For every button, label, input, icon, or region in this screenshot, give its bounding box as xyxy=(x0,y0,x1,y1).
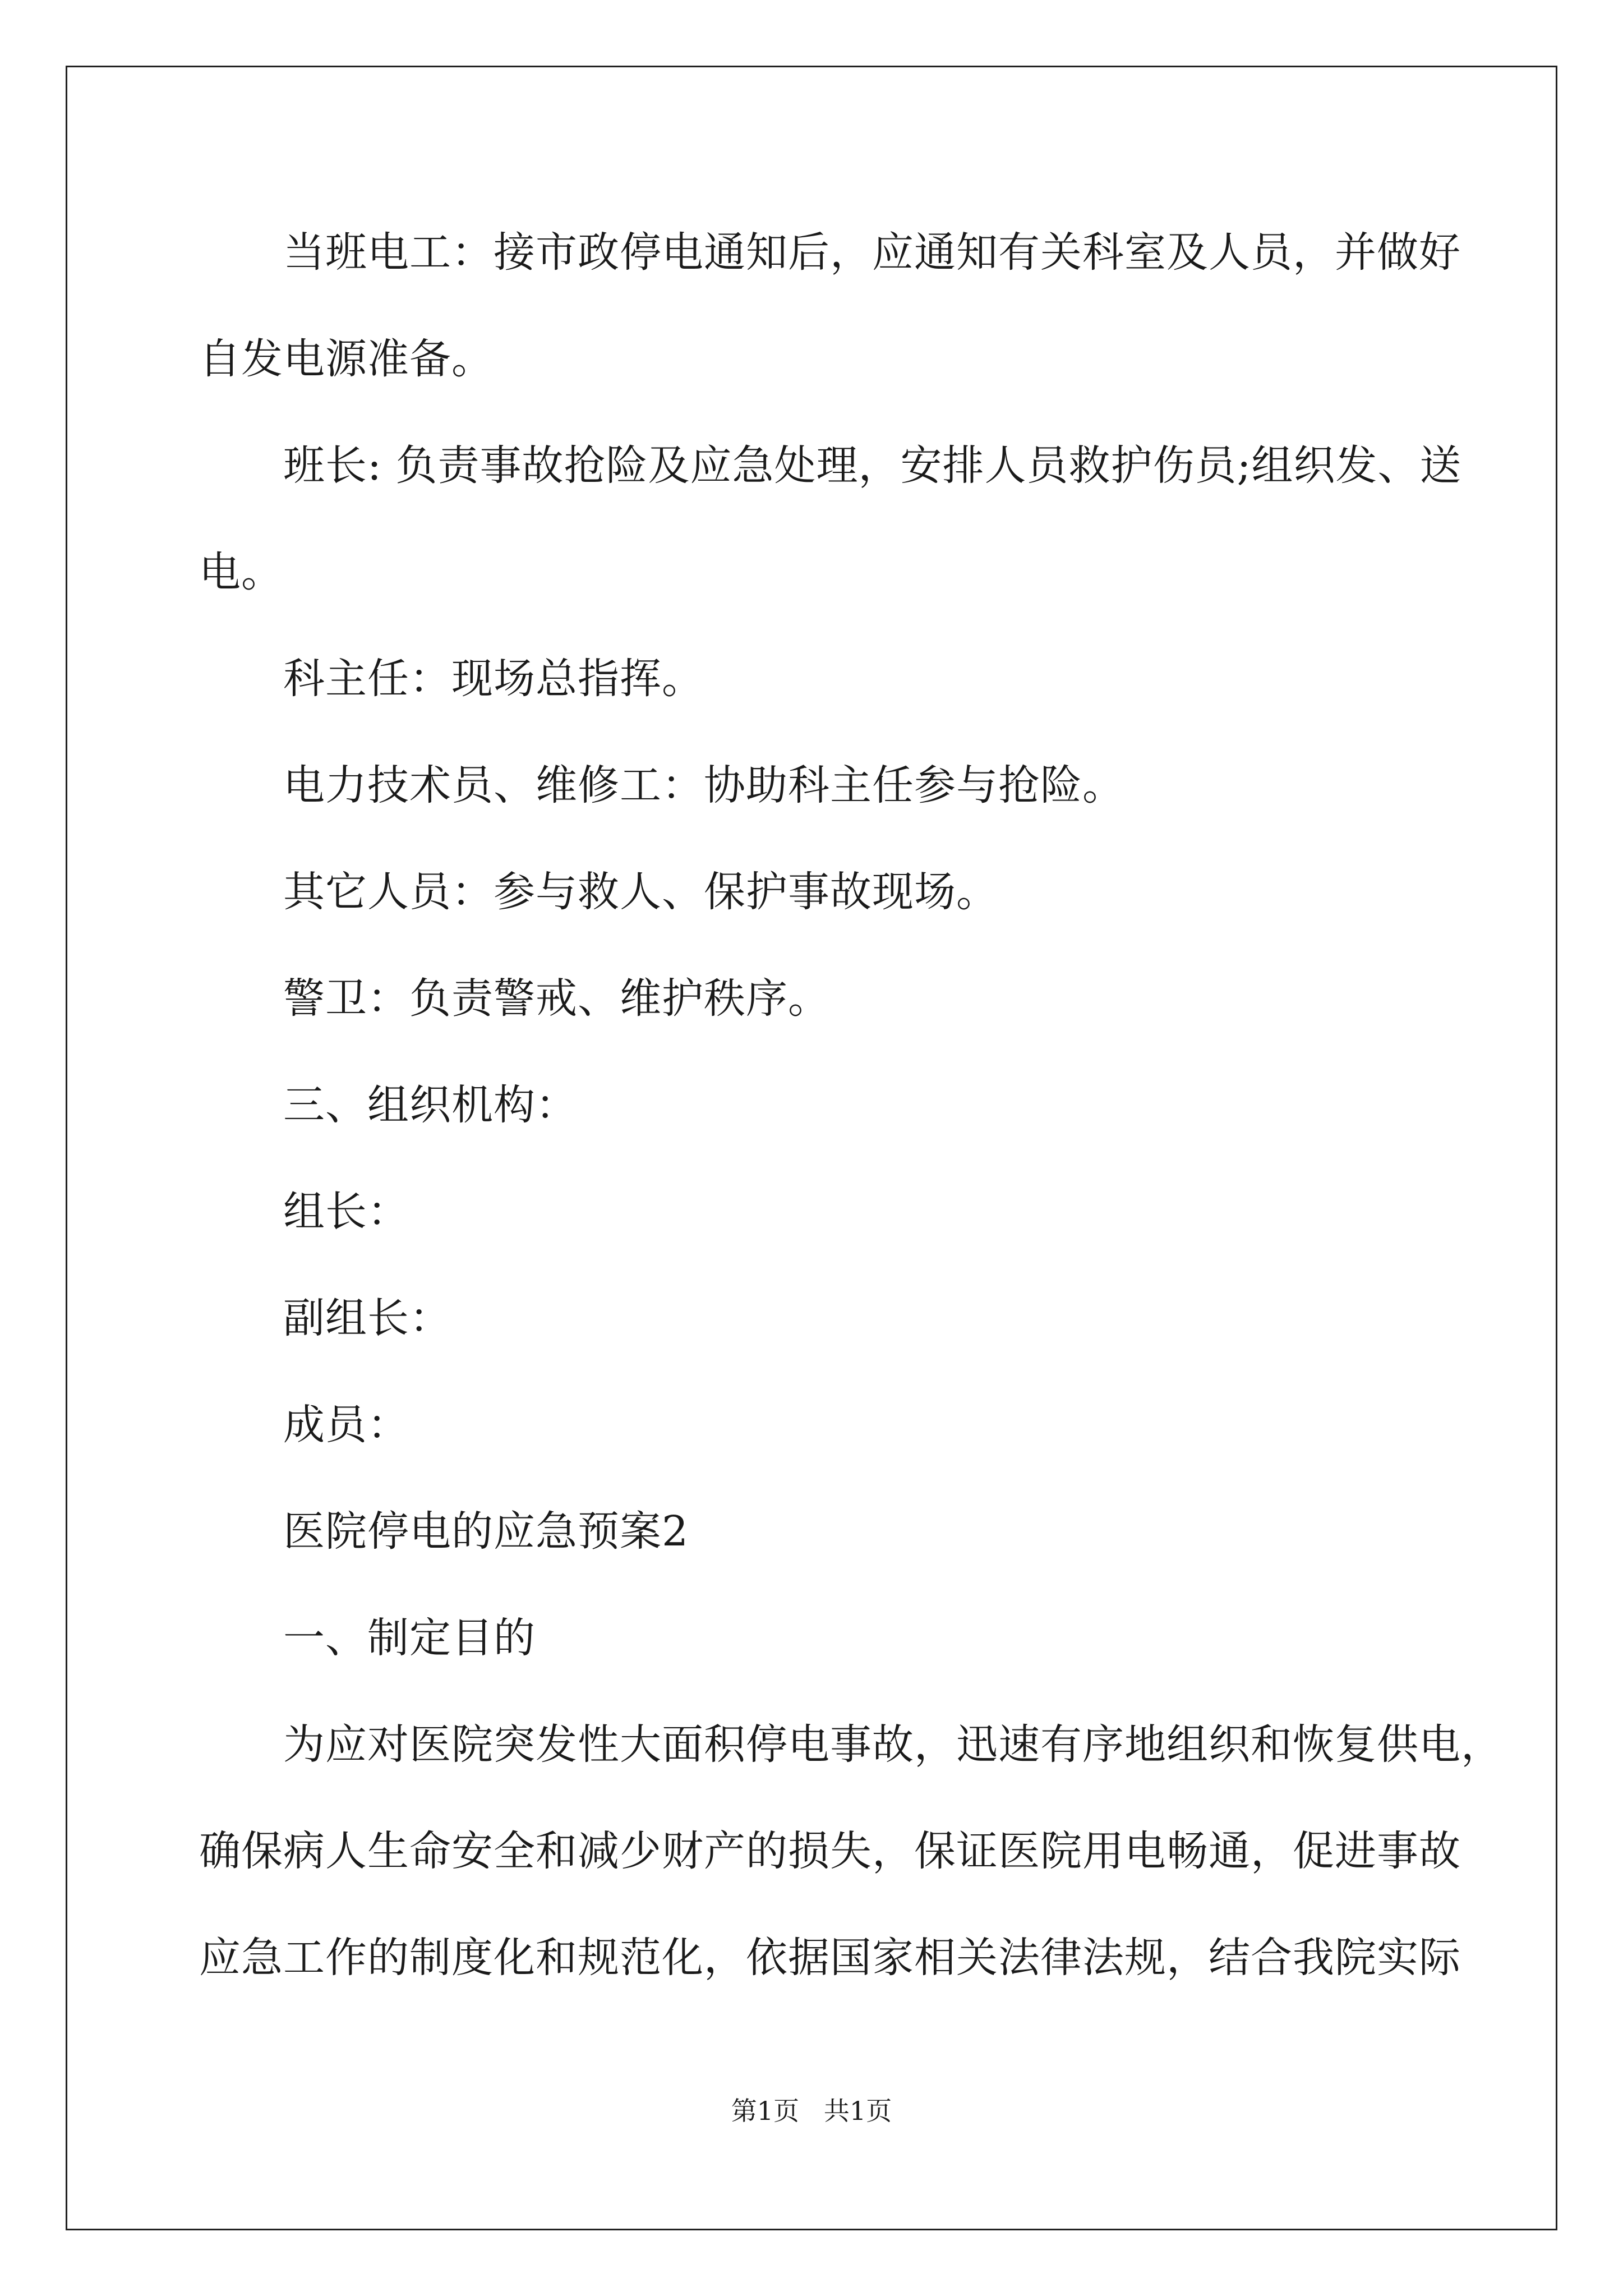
section-heading: 一、制定目的 xyxy=(283,1614,536,1662)
paragraph-line: 电力技术员、维修工：协助科主任参与抢险。 xyxy=(283,761,1124,809)
paragraph-line: 副组长： xyxy=(283,1294,451,1342)
paragraph-line: 科主任：现场总指挥。 xyxy=(283,655,704,703)
page-border xyxy=(66,66,1557,2230)
paragraph-line: 组长： xyxy=(283,1188,409,1236)
paragraph-line: 自发电源准备。 xyxy=(199,335,494,383)
paragraph-line: 警卫：负责警戒、维护秩序。 xyxy=(283,974,830,1023)
paragraph-line: 当班电工：接市政停电通知后，应通知有关科室及人员，并做好 xyxy=(283,228,1461,277)
paragraph-line: 电。 xyxy=(199,548,283,596)
document-title: 医院停电的应急预案2 xyxy=(283,1507,689,1556)
paragraph-line: 班长: 负责事故抢险及应急处理，安排人员救护伤员;组织发、送 xyxy=(283,441,1462,490)
paragraph-line: 确保病人生命安全和减少财产的损失，保证医院用电畅通，促进事故 xyxy=(199,1827,1461,1875)
page-footer: 第1页 共1页 xyxy=(731,2096,892,2126)
paragraph-line: 为应对医院突发性大面积停电事故，迅速有序地组织和恢复供电， xyxy=(283,1720,1503,1769)
paragraph-line: 其它人员：参与救人、保护事故现场。 xyxy=(283,868,998,916)
paragraph-line: 成员： xyxy=(283,1401,409,1449)
section-heading: 三、组织机构： xyxy=(283,1081,578,1129)
paragraph-line: 应急工作的制度化和规范化，依据国家相关法律法规，结合我院实际 xyxy=(199,1934,1461,1982)
